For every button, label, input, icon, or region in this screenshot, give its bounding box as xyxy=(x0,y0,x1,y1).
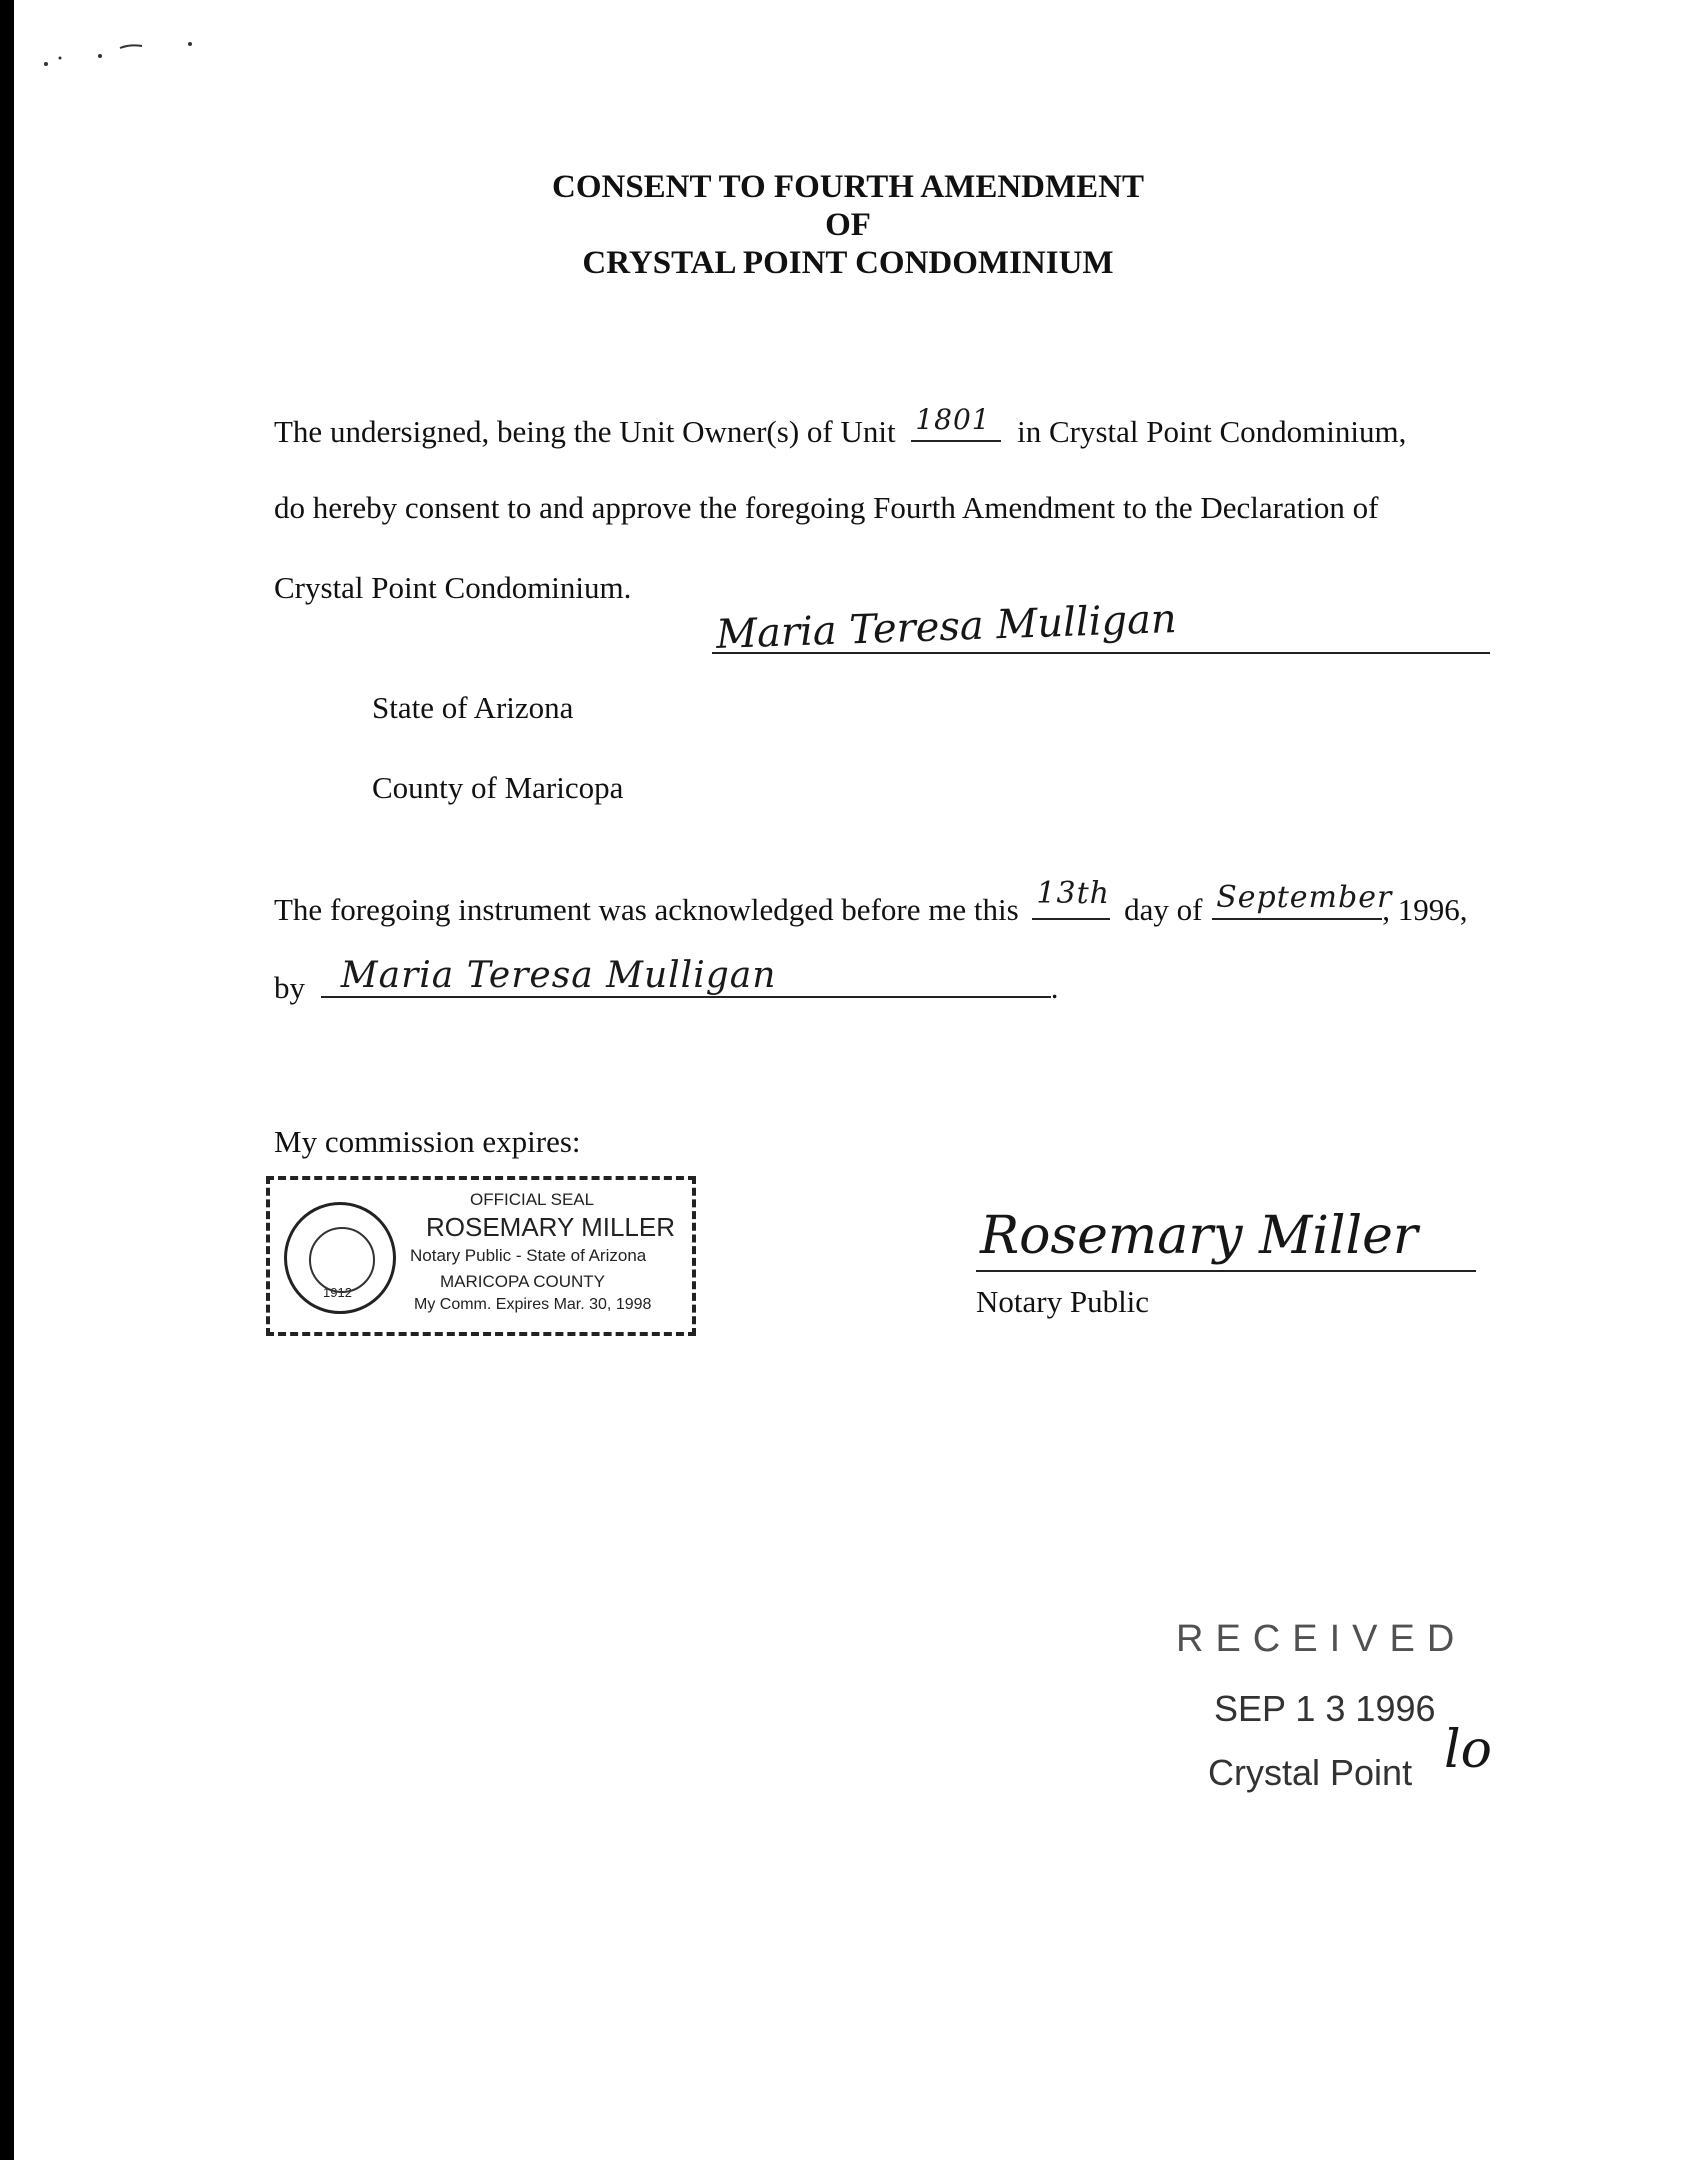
by-end: . xyxy=(1050,970,1059,1005)
ack-month: September xyxy=(1216,880,1393,915)
ack-month-blank xyxy=(1212,880,1393,920)
unit-number-blank xyxy=(911,403,1001,442)
unit-outro-text: in Crystal Point Condominium, xyxy=(1017,414,1407,449)
commission-label: My commission expires: xyxy=(274,1124,581,1159)
received-date: SEP 1 3 1996 xyxy=(1214,1688,1436,1729)
scan-specks xyxy=(40,30,210,70)
by-line xyxy=(274,955,1059,1006)
ack-day: 13th xyxy=(1036,876,1110,911)
title-line-1: CONSENT TO FOURTH AMENDMENT xyxy=(551,169,1145,205)
unit-number: 1801 xyxy=(915,403,991,436)
acknowledgement-line xyxy=(274,876,1468,928)
received-label: RECEIVED xyxy=(1176,1618,1467,1660)
by-label: by xyxy=(274,970,305,1005)
owner-signature: Maria Teresa Mulligan xyxy=(715,595,1178,659)
title-line-2: OF xyxy=(825,207,871,243)
received-initials: lo xyxy=(1444,1720,1492,1780)
seal-line-4: MARICOPA COUNTY xyxy=(440,1272,605,1291)
paragraph-line-2: do hereby consent to and approve the foregoing Fourth Amendment to the Declaration of xyxy=(274,490,1379,525)
seal-line-5: My Comm. Expires Mar. 30, 1998 xyxy=(414,1296,652,1313)
seal-line-2: ROSEMARY MILLER xyxy=(426,1212,676,1242)
unit-intro-text: The undersigned, being the Unit Owner(s) of Unit xyxy=(274,414,896,449)
document-title xyxy=(0,168,1696,282)
by-name: Maria Teresa Mulligan xyxy=(340,955,777,996)
ack-text: The foregoing instrument was acknowledged before me this xyxy=(274,892,1019,927)
ack-year: , 1996, xyxy=(1382,892,1468,927)
ack-day-word: day of xyxy=(1124,892,1203,927)
state-text: State of Arizona xyxy=(372,690,574,725)
ack-day-blank xyxy=(1032,876,1110,920)
notary-public-label: Notary Public xyxy=(976,1284,1150,1319)
title-line-3: CRYSTAL POINT CONDOMINIUM xyxy=(582,245,1114,281)
by-name-blank xyxy=(321,955,1051,998)
seal-line-1: OFFICIAL SEAL xyxy=(470,1190,595,1209)
seal-line-3: Notary Public - State of Arizona xyxy=(410,1246,647,1265)
paragraph-line-3: Crystal Point Condominium. xyxy=(274,570,632,605)
arizona-state-seal-icon xyxy=(284,1202,396,1314)
notary-seal-stamp xyxy=(266,1176,696,1336)
scan-edge xyxy=(0,0,14,2160)
county-text: County of Maricopa xyxy=(372,770,624,805)
received-place: Crystal Point xyxy=(1208,1752,1413,1793)
seal-year: 1912 xyxy=(323,1285,352,1300)
notary-signature: Rosemary Miller xyxy=(980,1206,1418,1266)
notary-signature-line xyxy=(976,1270,1476,1272)
paragraph-line-1 xyxy=(274,403,1407,450)
